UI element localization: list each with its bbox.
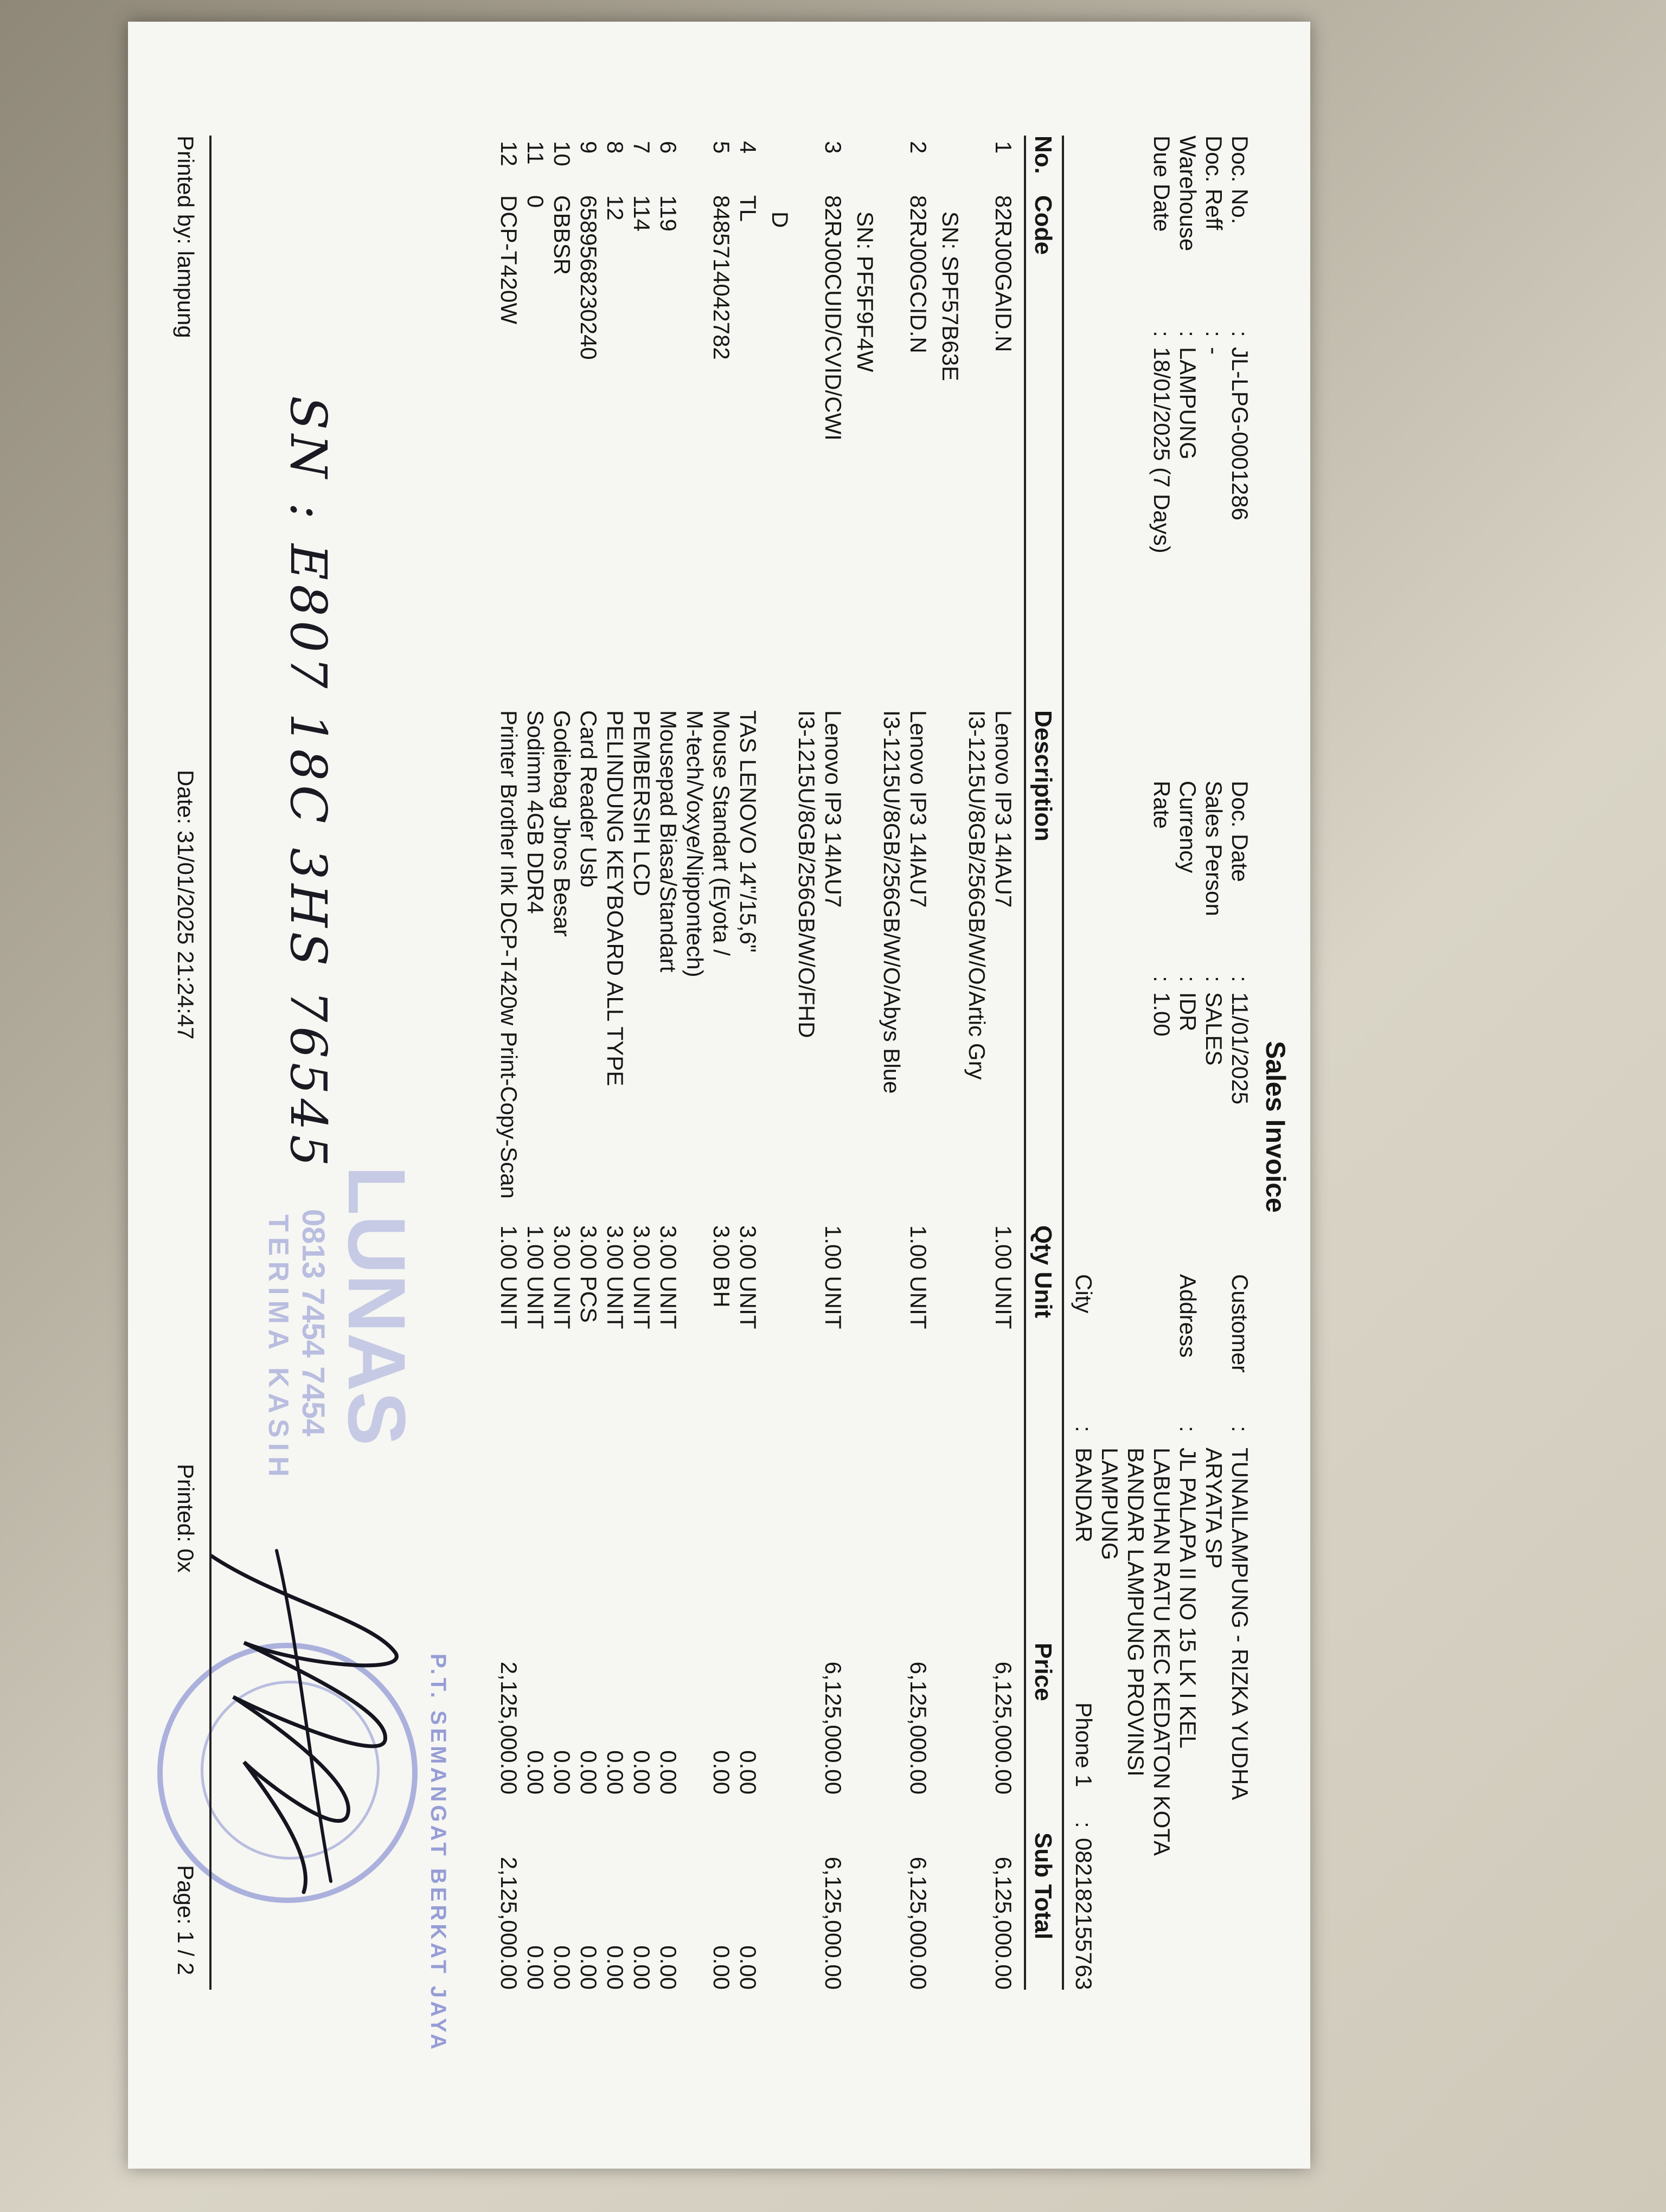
doc-reff-value: - bbox=[1201, 347, 1227, 355]
row-qty-unit: 3.00 UNIT bbox=[629, 1225, 655, 1329]
row-qty-unit: 3.00 UNIT bbox=[549, 1225, 575, 1329]
phone-value: 082182155763 bbox=[1071, 1838, 1097, 1990]
row-no: 1 bbox=[991, 141, 1016, 154]
warehouse-label: Warehouse bbox=[1175, 136, 1201, 252]
row-subtotal: 6,125,000.00 bbox=[991, 1856, 1016, 1990]
warehouse-sep: : bbox=[1175, 331, 1201, 337]
printed-date: Date: 31/01/2025 21:24:47 bbox=[173, 770, 198, 1040]
row-price: 0.00 bbox=[549, 1750, 575, 1795]
printed-by: Printed by: lampung bbox=[173, 136, 198, 338]
row-code: 6589568230240 bbox=[576, 195, 601, 360]
row-serial-number: D bbox=[767, 211, 793, 228]
sales-person-label: Sales Person bbox=[1201, 781, 1227, 916]
row-description-line: Lenovo IP3 14IAU7 bbox=[906, 710, 931, 908]
currency-label: Currency bbox=[1175, 781, 1201, 873]
address-line-1: JL PALAPA II NO 15 LK I KEL bbox=[1175, 1448, 1201, 1748]
row-description-line: PELINDUNG KEYBOARD ALL TYPE bbox=[603, 710, 628, 1086]
footer-rule bbox=[209, 136, 212, 1990]
doc-date-label: Doc. Date bbox=[1227, 781, 1253, 882]
row-subtotal: 0.00 bbox=[549, 1945, 575, 1990]
row-code: 82RJ00GCID.N bbox=[906, 195, 931, 353]
row-subtotal: 0.00 bbox=[603, 1945, 628, 1990]
row-subtotal: 0.00 bbox=[709, 1945, 734, 1990]
row-description-line: Mousepad Biasa/Standart bbox=[656, 710, 681, 973]
col-no: No. bbox=[1030, 136, 1056, 174]
doc-reff-label: Doc. Reff bbox=[1201, 136, 1227, 230]
row-qty-unit: 1.00 UNIT bbox=[821, 1225, 846, 1329]
row-description-line: I3-1215U/8GB/256GB/W/O/Artic Gry bbox=[964, 710, 990, 1080]
row-subtotal: 6,125,000.00 bbox=[906, 1856, 931, 1990]
row-price: 6,125,000.00 bbox=[821, 1661, 846, 1795]
row-code: 8485714042782 bbox=[709, 195, 734, 360]
row-code: TL bbox=[735, 195, 761, 222]
invoice-title: Sales Invoice bbox=[1260, 1041, 1291, 1213]
handwritten-serial: SN : E807 18C 3HS 76545 bbox=[279, 396, 337, 1171]
row-price: 2,125,000.00 bbox=[496, 1661, 522, 1795]
doc-no-label: Doc. No. bbox=[1227, 136, 1253, 224]
due-date-sep: : bbox=[1149, 331, 1175, 337]
row-subtotal: 0.00 bbox=[523, 1945, 548, 1990]
city-label: City bbox=[1071, 1274, 1097, 1314]
row-description-line: TAS LENOVO 14"/15,6" bbox=[735, 710, 761, 953]
stamp-thanks: TERIMA KASIH bbox=[262, 1214, 294, 1482]
row-description-line: I3-1215U/8GB/256GB/W/O/Abys Blue bbox=[879, 710, 905, 1094]
row-price: 0.00 bbox=[735, 1750, 761, 1795]
table-header-rule bbox=[1024, 136, 1026, 1990]
row-price: 0.00 bbox=[656, 1750, 681, 1795]
row-price: 0.00 bbox=[629, 1750, 655, 1795]
row-no: 2 bbox=[906, 141, 931, 154]
row-no: 5 bbox=[709, 141, 734, 154]
row-price: 0.00 bbox=[709, 1750, 734, 1795]
row-price: 0.00 bbox=[576, 1750, 601, 1795]
row-code: 114 bbox=[629, 195, 655, 232]
doc-date-sep: : bbox=[1227, 976, 1253, 982]
row-description-line: Godiebag Jbros Besar bbox=[549, 710, 575, 937]
stamp-lunas: LUNAS bbox=[331, 1166, 422, 1446]
row-no: 11 bbox=[523, 141, 548, 165]
stamp-number: 0813 7454 7454 bbox=[296, 1209, 331, 1437]
doc-no-value: JL-LPG-0001286 bbox=[1227, 347, 1253, 520]
row-serial-number: SN: PF5F9F4W bbox=[853, 211, 878, 372]
table-top-rule bbox=[1062, 136, 1064, 1990]
col-subtotal: Sub Total bbox=[1030, 1832, 1056, 1940]
row-subtotal: 2,125,000.00 bbox=[496, 1856, 522, 1990]
col-code: Code bbox=[1030, 195, 1056, 255]
currency-value: IDR bbox=[1175, 992, 1201, 1032]
due-date-value: 18/01/2025 (7 Days) bbox=[1149, 347, 1175, 554]
row-qty-unit: 1.00 UNIT bbox=[991, 1225, 1016, 1329]
address-line-2: LABUHAN RATU KEC KEDATON KOTA bbox=[1149, 1448, 1175, 1856]
row-price: 6,125,000.00 bbox=[991, 1661, 1016, 1795]
row-qty-unit: 3.00 UNIT bbox=[603, 1225, 628, 1329]
doc-date-value: 11/01/2025 bbox=[1227, 992, 1253, 1105]
row-code: 119 bbox=[656, 195, 681, 232]
row-qty-unit: 3.00 PCS bbox=[576, 1225, 601, 1323]
phone-sep: : bbox=[1071, 1822, 1097, 1828]
row-code: 82RJ00GAID.N bbox=[991, 195, 1016, 352]
row-description-line: M-tech/Voxye/Nippontech) bbox=[682, 710, 708, 978]
row-subtotal: 0.00 bbox=[656, 1945, 681, 1990]
row-description-line: PEMBERSIH LCD bbox=[629, 710, 655, 897]
currency-sep: : bbox=[1175, 976, 1201, 982]
row-no: 10 bbox=[549, 141, 575, 166]
sales-person-sep: : bbox=[1201, 976, 1227, 982]
row-description-line: Sodimm 4GB DDR4 bbox=[523, 710, 548, 914]
row-qty-unit: 1.00 UNIT bbox=[523, 1225, 548, 1329]
col-description: Description bbox=[1030, 710, 1056, 842]
invoice-sheet bbox=[125, 60, 1296, 2053]
row-code: GBBSR bbox=[549, 195, 575, 275]
address-line-4: LAMPUNG bbox=[1097, 1448, 1123, 1560]
stamp-company: P.T. SEMANGAT BERKAT JAYA bbox=[426, 1654, 450, 2053]
row-description-line: Card Reader Usb bbox=[576, 710, 601, 888]
customer-label: Customer bbox=[1227, 1274, 1253, 1373]
row-description-line: Printer Brother Ink DCP-T420w Print-Copy-Scan bbox=[496, 710, 522, 1199]
row-subtotal: 6,125,000.00 bbox=[821, 1856, 846, 1990]
row-description-line: Lenovo IP3 14IAU7 bbox=[821, 710, 846, 908]
address-line-3: BANDAR LAMPUNG PROVINSI bbox=[1123, 1448, 1149, 1777]
row-serial-number: SN: SPF57B63E bbox=[938, 211, 963, 381]
rate-value: 1.00 bbox=[1149, 992, 1175, 1037]
sales-person-value: SALES bbox=[1201, 992, 1227, 1066]
address-sep: : bbox=[1175, 1426, 1201, 1432]
rate-sep: : bbox=[1149, 976, 1175, 982]
row-code: 12 bbox=[603, 195, 628, 221]
row-price: 0.00 bbox=[603, 1750, 628, 1795]
row-no: 9 bbox=[576, 141, 601, 154]
address-label: Address bbox=[1175, 1274, 1201, 1358]
row-price: 6,125,000.00 bbox=[906, 1661, 931, 1795]
row-qty-unit: 3.00 BH bbox=[709, 1225, 734, 1308]
row-no: 3 bbox=[821, 141, 846, 154]
city-sep: : bbox=[1071, 1426, 1097, 1432]
customer-sep: : bbox=[1227, 1426, 1253, 1432]
col-price: Price bbox=[1030, 1643, 1056, 1701]
row-description-line: Mouse Standart (Eyota / bbox=[709, 710, 734, 956]
col-qty-unit: Qty Unit bbox=[1030, 1225, 1056, 1319]
row-qty-unit: 3.00 UNIT bbox=[656, 1225, 681, 1329]
phone-label: Phone 1 bbox=[1071, 1702, 1097, 1787]
doc-reff-sep: : bbox=[1201, 331, 1227, 337]
row-code: DCP-T420W bbox=[496, 195, 522, 325]
row-no: 7 bbox=[629, 141, 655, 154]
row-qty-unit: 3.00 UNIT bbox=[735, 1225, 761, 1329]
row-description-line: Lenovo IP3 14IAU7 bbox=[991, 710, 1016, 908]
due-date-label: Due Date bbox=[1149, 136, 1175, 232]
doc-no-sep: : bbox=[1227, 331, 1253, 337]
signature-scribble bbox=[168, 1534, 439, 1914]
row-no: 8 bbox=[603, 141, 628, 154]
row-no: 6 bbox=[656, 141, 681, 154]
row-no: 12 bbox=[496, 141, 522, 166]
row-subtotal: 0.00 bbox=[735, 1945, 761, 1990]
printed-count: Printed: 0x bbox=[173, 1464, 198, 1573]
warehouse-value: LAMPUNG bbox=[1175, 347, 1201, 460]
row-qty-unit: 1.00 UNIT bbox=[906, 1225, 931, 1329]
row-qty-unit: 1.00 UNIT bbox=[496, 1225, 522, 1329]
row-no: 4 bbox=[735, 141, 761, 154]
customer-line-1: TUNAILAMPUNG - RIZKA YUDHA bbox=[1227, 1448, 1253, 1801]
row-price: 0.00 bbox=[523, 1750, 548, 1795]
row-code: 82RJ00CUID/CVID/CWI bbox=[821, 195, 846, 441]
city-value: BANDAR bbox=[1071, 1448, 1097, 1543]
row-subtotal: 0.00 bbox=[576, 1945, 601, 1990]
row-subtotal: 0.00 bbox=[629, 1945, 655, 1990]
page-number: Page: 1 / 2 bbox=[173, 1865, 198, 1976]
row-description-line: I3-1215U/8GB/256GB/W/O/FHD bbox=[794, 710, 819, 1038]
customer-line-2: ARYATA SP bbox=[1201, 1448, 1227, 1569]
rate-label: Rate bbox=[1149, 781, 1175, 829]
row-code: 0 bbox=[523, 195, 548, 208]
